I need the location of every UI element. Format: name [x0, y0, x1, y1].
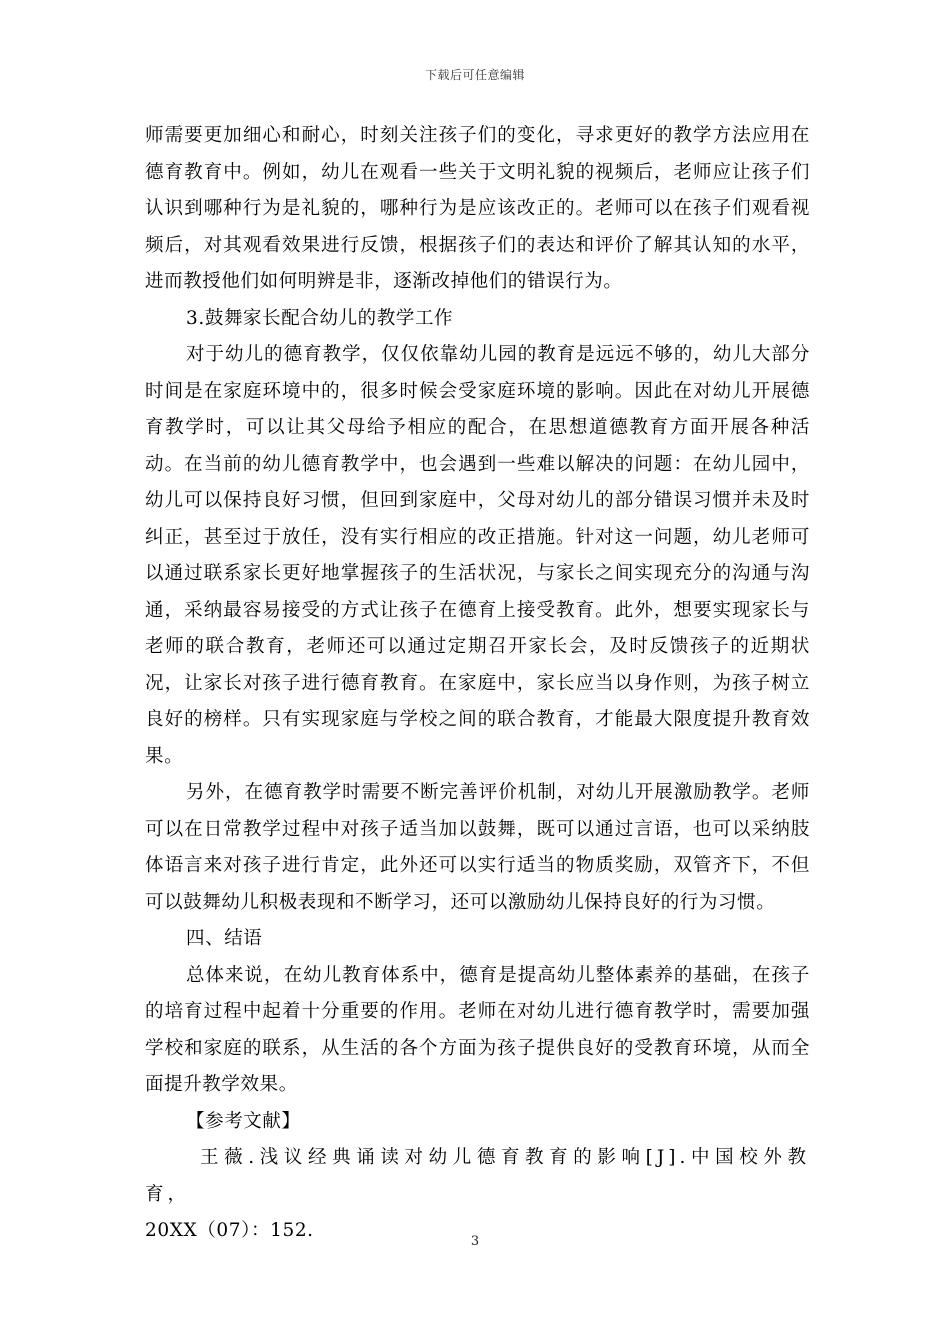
- reference-entry-tail: 20XX（07）：152.: [145, 1220, 314, 1241]
- section-heading-3: 3.鼓舞家长配合幼儿的教学工作: [186, 307, 454, 329]
- page-header-note: 下载后可任意编辑: [424, 68, 525, 82]
- paragraph-continued: 师需要更加细心和耐心，时刻关注孩子们的变化，寻求更好的教学方法应用在德育教育中。例如，幼儿在观看一些关于文明礼貌的视频后，老师应让孩子们认识到哪种行为是礼貌的，哪种行为是应该改正的。老师可以在孩子们观看视频后，对其观看效果进行反馈，根据孩子们的表达和评价了解其认知的水平，进而教授他们如何明辨是非，逐渐改掉他们的错误行为。: [145, 125, 810, 292]
- paragraph-conclusion: 总体来说，在幼儿教育体系中，德育是提高幼儿整体素养的基础，在孩子的培育过程中起着十分重要的作用。老师在对幼儿进行德育教学时，需要加强学校和家庭的联系，从生活的各个方面为孩子提供良好的受教育环境，从而全面提升教学效果。: [145, 964, 810, 1095]
- reference-entry-main: 王薇.浅议经典诵读对幼儿德育教育的影响[J].中国校外教育，: [145, 1147, 810, 1205]
- references-heading: 【参考文献】: [186, 1110, 301, 1132]
- page-number: 3: [470, 1234, 480, 1249]
- section-heading-conclusion: 四、结语: [186, 928, 263, 949]
- document-body: [145, 118, 810, 1250]
- paragraph-incentive-teaching: 另外，在德育教学时需要不断完善评价机制，对幼儿开展激励教学。老师可以在日常教学过程中对孩子适当加以鼓舞，既可以通过言语，也可以采纳肢体语言来对孩子进行肯定，此外还可以实行适当的物质奖励，双管齐下，不但可以鼓舞幼儿积极表现和不断学习，还可以激励幼儿保持良好的行为习惯。: [145, 782, 810, 913]
- paragraph-family-cooperation: 对于幼儿的德育教学，仅仅依靠幼儿园的教育是远远不够的，幼儿大部分时间是在家庭环境中的，很多时候会受家庭环境的影响。因此在对幼儿开展德育教学时，可以让其父母给予相应的配合，在思想道德教育方面开展各种活动。在当前的幼儿德育教学中，也会遇到一些难以解决的问题：在幼儿园中，幼儿可以保持良好习惯，但回到家庭中，父母对幼儿的部分错误习惯并未及时纠正，甚至过于放任，没有实行相应的改正措施。针对这一问题，幼儿老师可以通过联系家长更好地掌握孩子的生活状况，与家长之间实现充分的沟通与沟通，采纳最容易接受的方式让孩子在德育上接受教育。此外，想要实现家长与老师的联合教育，老师还可以通过定期召开家长会，及时反馈孩子的近期状况，让家长对孩子进行德育教育。在家庭中，家长应当以身作则，为孩子树立良好的榜样。只有实现家庭与学校之间的联合教育，才能最大限度提升教育效果。: [145, 344, 810, 767]
